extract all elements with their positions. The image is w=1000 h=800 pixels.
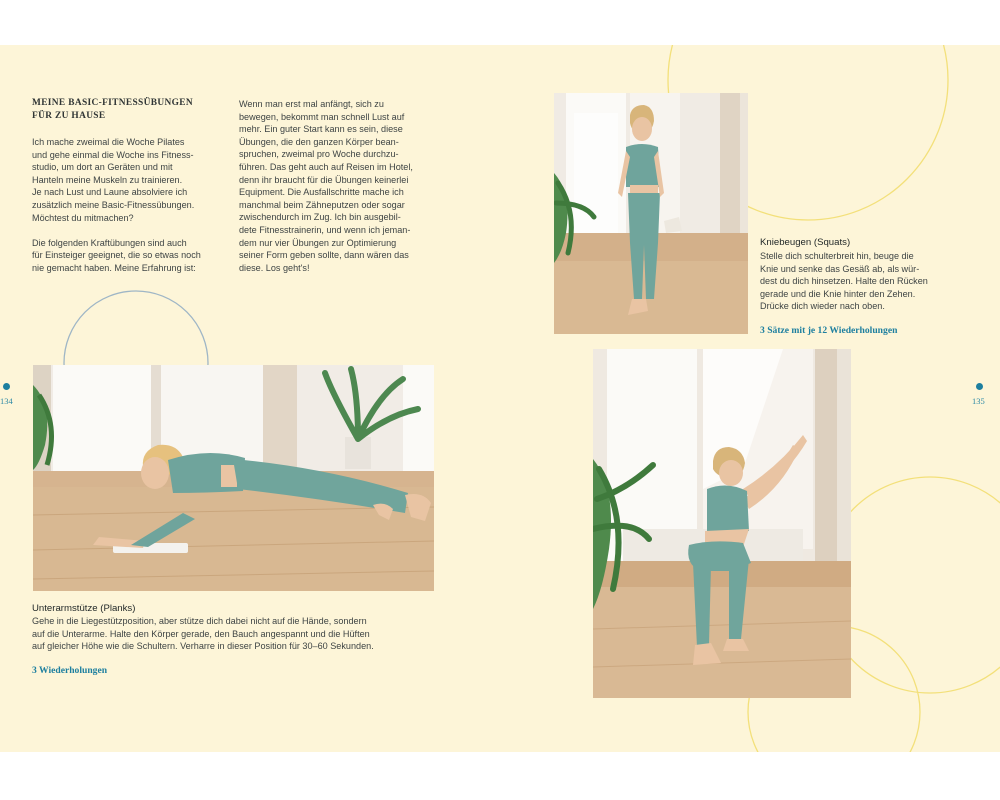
text-line: studio, um dort an Geräten und mit [32, 162, 173, 173]
text-line: manchmal beim Zähneputzen oder sogar [239, 199, 405, 210]
text-line: zwischendurch im Zug. Ich bin ausgebil- [239, 212, 401, 223]
text-line: Möchtest du mitmachen? [32, 212, 134, 223]
plank-description [32, 615, 374, 653]
paragraph-gap [32, 224, 201, 237]
section-heading-line: MEINE BASIC-FITNESSÜBUNGEN [32, 98, 193, 108]
text-line: auf gleicher Höhe wie die Schultern. Verharre in dieser Position für 30–60 Sekunden. [32, 641, 374, 652]
section-heading [32, 97, 222, 122]
text-line: Je nach Lust und Laune absolviere ich [32, 187, 188, 198]
intro-column-2 [239, 98, 413, 274]
left-page-number: 134 [0, 396, 13, 406]
text-line: Stelle dich schulterbreit hin, beuge die [760, 251, 914, 261]
intro-column-1 [32, 136, 201, 275]
text-line: zusätzlich meine Basic-Fitnessübungen. [32, 199, 195, 210]
text-line: Drücke dich wieder nach oben. [760, 301, 885, 312]
text-line: auf die Unterarme. Halte den Körper gerade, den Bauch angespannt und die Hüften [32, 628, 370, 639]
plank-reps: 3 Wiederholungen [32, 665, 108, 676]
squat-photo [593, 349, 851, 698]
text-line: Knie und senke das Gesäß ab, als wür- [760, 263, 920, 274]
text-line: Übungen, die den ganzen Körper bean- [239, 136, 399, 147]
text-line: denn ihr braucht für die Übungen keinerlei [239, 174, 409, 185]
text-line: dest du dich hinsetzen. Halte den Rücken [760, 276, 928, 287]
text-line: spruchen, zweimal pro Woche durchzu- [239, 149, 399, 160]
text-line: mehr. Ein guter Start kann es sein, diese [239, 124, 403, 135]
plank-title: Unterarmstütze (Planks) [32, 603, 136, 614]
text-line: dete Fitnesstrainerin, und wenn ich jeman- [239, 224, 411, 235]
book-spread [0, 45, 1000, 752]
section-heading-line: FÜR ZU HAUSE [32, 110, 106, 121]
plank-photo [33, 365, 434, 591]
text-line: Hanteln meine Muskeln zu trainieren. [32, 174, 183, 185]
text-line: diese. Los geht's! [239, 262, 310, 273]
text-line: gerade und die Knie hinter den Zehen. [760, 288, 916, 299]
text-line: für Einsteiger geeignet, die so etwas noch [32, 250, 201, 261]
squat-standing-photo [554, 93, 748, 334]
right-page-number: 135 [972, 396, 985, 406]
text-line: Gehe in die Liegestützposition, aber stütze dich dabei nicht auf die Hände, sondern [32, 616, 367, 626]
text-line: bewegen, bekommt man schnell Lust auf [239, 111, 405, 122]
text-line: Equipment. Die Ausfallschritte mache ich [239, 187, 404, 198]
text-line: dem nur vier Übungen zur Optimierung [239, 237, 397, 248]
left-page-marker [3, 383, 10, 390]
squat-title: Kniebeugen (Squats) [760, 237, 851, 248]
text-line: Die folgenden Kraftübungen sind auch [32, 237, 187, 248]
text-line: und gehe einmal die Woche ins Fitness- [32, 149, 194, 160]
right-page-marker [976, 383, 983, 390]
text-line: Ich mache zweimal die Woche Pilates [32, 137, 185, 147]
text-line: Wenn man erst mal anfängt, sich zu [239, 99, 384, 109]
text-line: nie gemacht haben. Meine Erfahrung ist: [32, 262, 196, 273]
text-line: führen. Das geht auch auf Reisen im Hotel, [239, 161, 413, 172]
squat-description [760, 250, 928, 313]
squat-reps: 3 Sätze mit je 12 Wiederholungen [760, 325, 898, 336]
text-line: seiner Form geben sollte, dann wären das [239, 250, 409, 261]
